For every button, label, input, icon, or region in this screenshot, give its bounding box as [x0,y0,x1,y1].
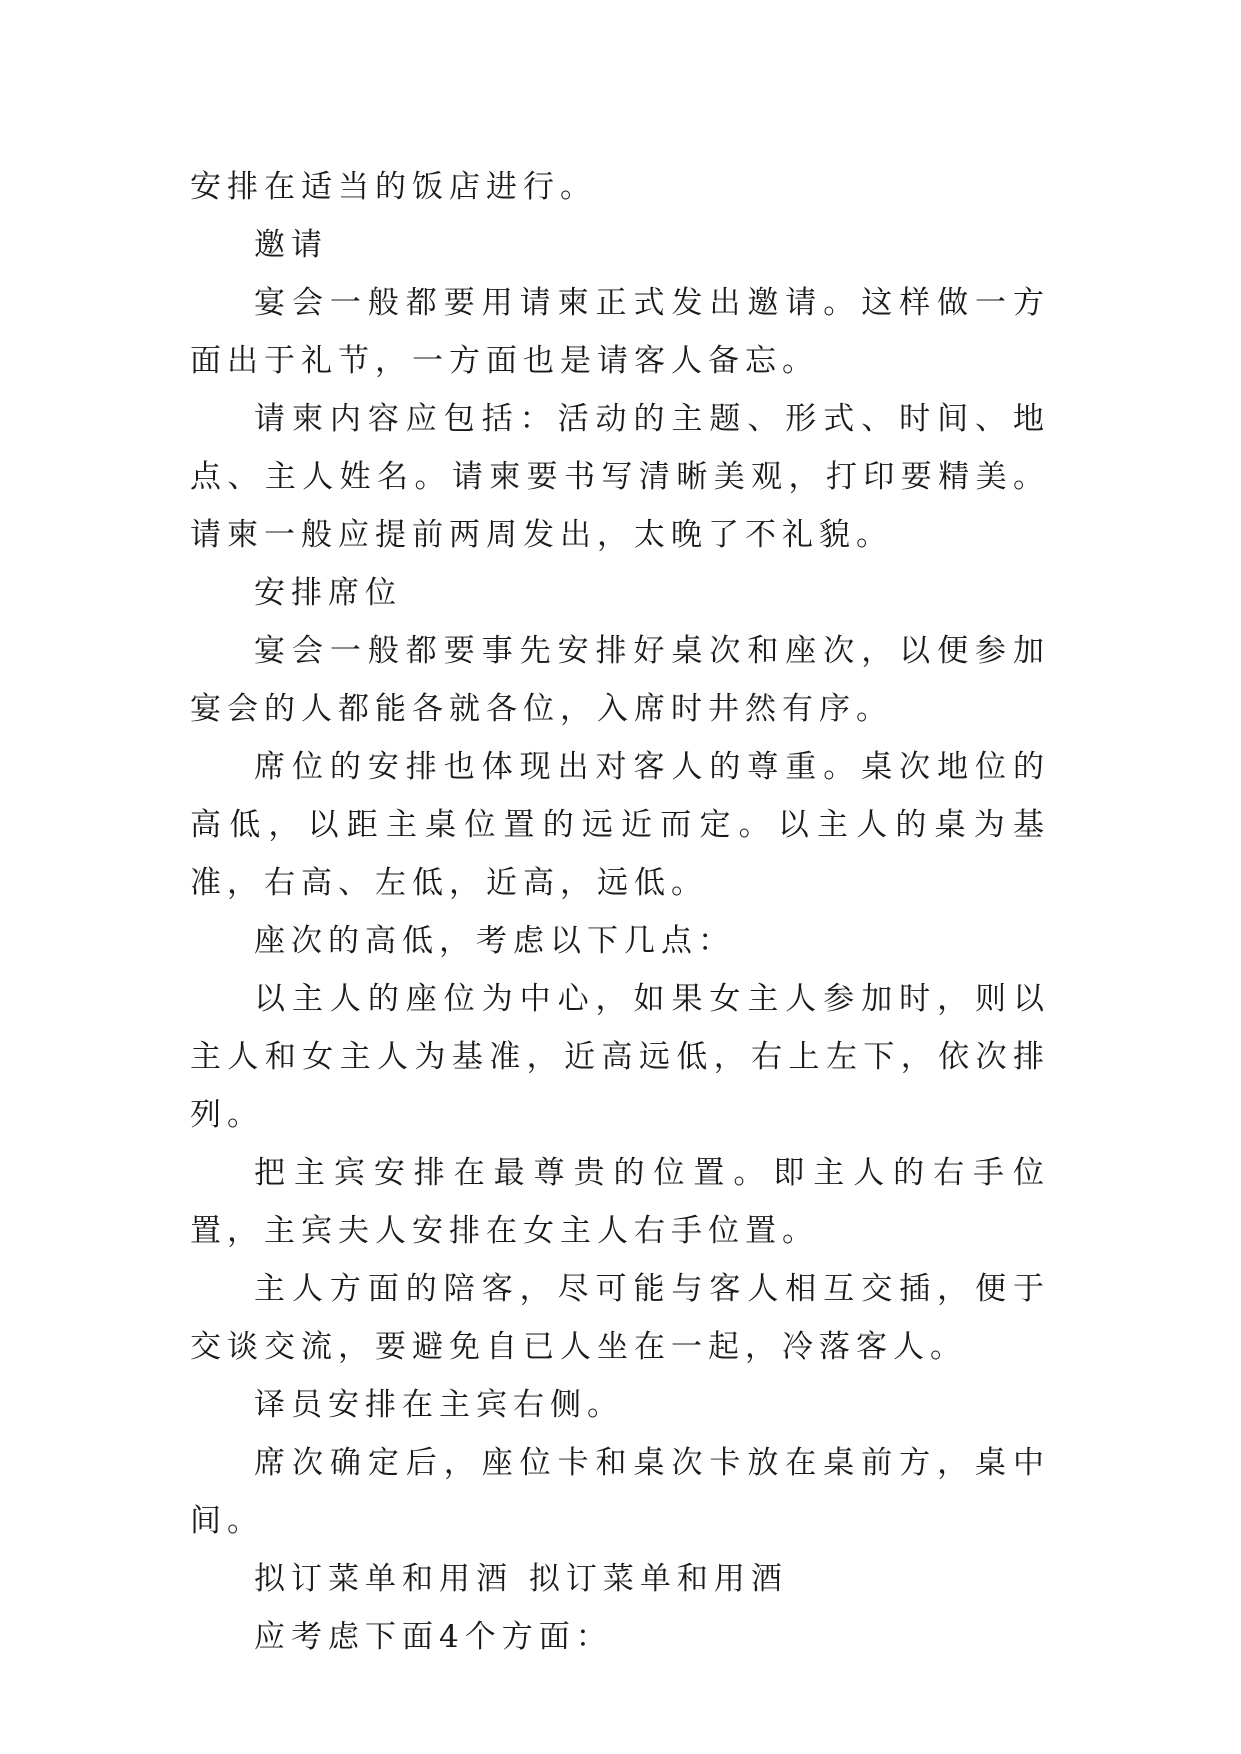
document-body [190,158,1050,1666]
paragraph: 座次的高低，考虑以下几点： [254,923,735,959]
heading-menu: 拟订菜单和用酒 拟订菜单和用酒 [254,1561,788,1597]
paragraph: 主人方面的陪客，尽可能与客人相互交插，便于交谈交流，要避免自已人坐在一起，冷落客人。 [190,1271,1050,1365]
heading-seating: 安排席位 [254,575,402,611]
paragraph: 宴会一般都要事先安排好桌次和座次，以便参加宴会的人都能各就各位，入席时井然有序。 [190,633,1050,727]
paragraph-continuation: 安排在适当的饭店进行。 [190,169,597,205]
heading-invitation: 邀请 [254,227,328,263]
paragraph: 以主人的座位为中心，如果女主人参加时，则以主人和女主人为基准，近高远低，右上左下，依次排列。 [190,981,1050,1133]
paragraph: 请柬内容应包括：活动的主题、形式、时间、地点、主人姓名。请柬要书写清晰美观，打印要精美。请柬一般应提前两周发出，太晚了不礼貌。 [190,401,1050,553]
paragraph: 宴会一般都要用请柬正式发出邀请。这样做一方面出于礼节，一方面也是请客人备忘。 [190,285,1050,379]
paragraph: 应考虑下面4个方面： [254,1619,613,1655]
paragraph: 译员安排在主宾右侧。 [254,1387,624,1423]
paragraph: 把主宾安排在最尊贵的位置。即主人的右手位置，主宾夫人安排在女主人右手位置。 [190,1155,1050,1249]
paragraph: 席位的安排也体现出对客人的尊重。桌次地位的高低，以距主桌位置的远近而定。以主人的桌为基准，右高、左低，近高，远低。 [190,749,1050,901]
paragraph: 席次确定后，座位卡和桌次卡放在桌前方，桌中间。 [190,1445,1050,1539]
